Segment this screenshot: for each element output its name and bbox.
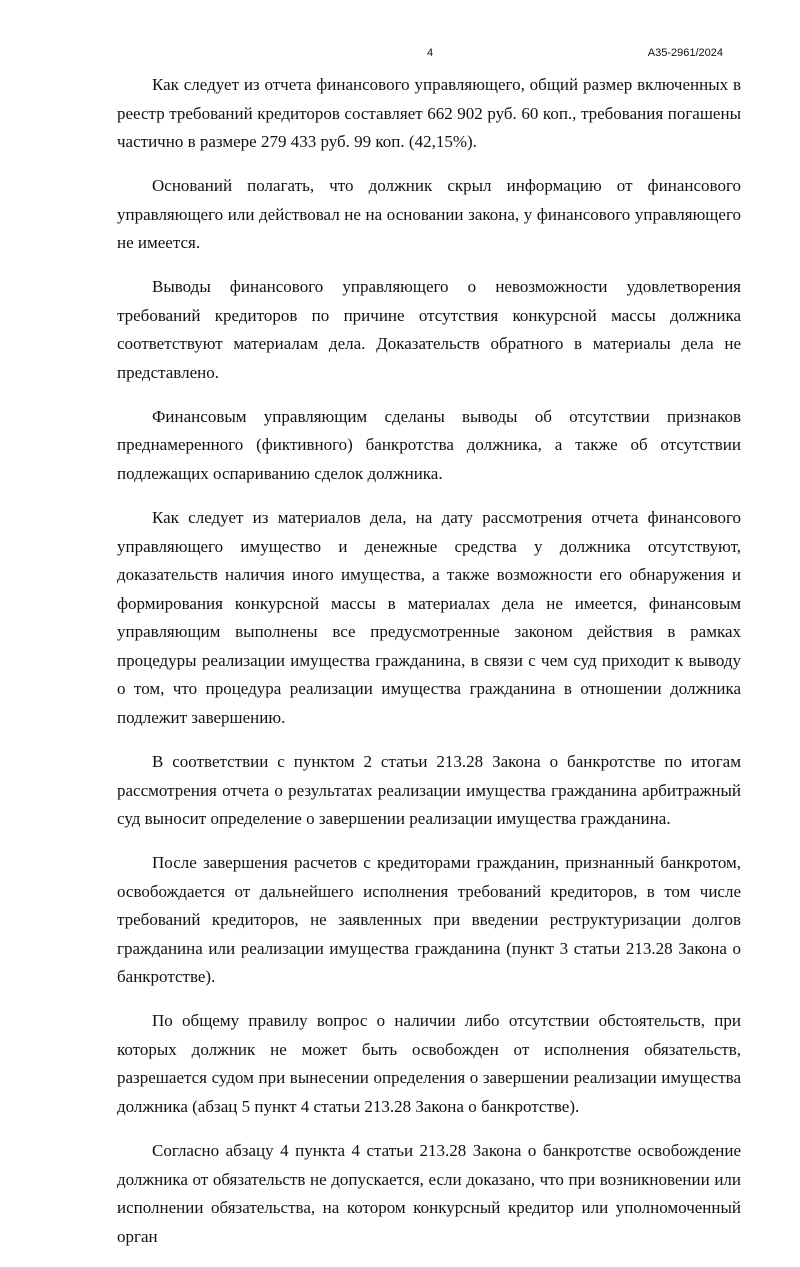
paragraph: После завершения расчетов с кредиторами гражданин, признанный банкротом, освобождается от дальнейшего исполнения требований кредиторов, в том числе требований кредиторов, не заявленных при введении реструктуризации долгов гражданина или реализации имущества гражданина (пункт 3 статьи 213.28 Закона о банкротстве).	[117, 853, 741, 987]
paragraph: Согласно абзацу 4 пункта 4 статьи 213.28 Закона о банкротстве освобождение должника от обязательств не допускается, если доказано, что при возникновении или исполнении обязательства, на котором конкурсный кредитор или уполномоченный орган	[117, 1140, 741, 1246]
paragraph: Как следует из материалов дела, на дату рассмотрения отчета финансового управляющего имущество и денежные средства у должника отсутствуют, доказательств наличия иного имущества, а также возможности его обнаружения и формирования конкурсной массы в материалах дела не имеется, финансовым управляющим выполнены все предусмотренные законом действия в рамках процедуры реализации имущества гражданина, в связи с чем суд приходит к выводу о том, что процедура реализации имущества гражданина в отношении должника подлежит завершению.	[117, 507, 741, 728]
paragraph: Как следует из отчета финансового управляющего, общий размер включенных в реестр требований кредиторов составляет 662 902 руб. 60 коп., требования погашены частично в размере 279 433 руб. 99 коп. (42,15%).	[117, 75, 741, 152]
paragraph: Оснований полагать, что должник скрыл информацию от финансового управляющего или действовал не на основании закона, у финансового управляющего не имеется.	[117, 176, 741, 253]
paragraph: Финансовым управляющим сделаны выводы об отсутствии признаков преднамеренного (фиктивного) банкротства должника, а также об отсутствии подлежащих оспариванию сделок должника.	[117, 406, 741, 484]
document-body	[117, 71, 741, 1267]
page-number: 4	[426, 47, 434, 59]
paragraph: В соответствии с пунктом 2 статьи 213.28 Закона о банкротстве по итогам рассмотрения отчета о результатах реализации имущества гражданина арбитражный суд выносит определение о завершении реализации имущества гражданина.	[117, 751, 741, 829]
case-number: А35-2961/2024	[647, 47, 723, 59]
paragraph: По общему правилу вопрос о наличии либо отсутствии обстоятельств, при которых должник не может быть освобожден от исполнения обязательств, разрешается судом при вынесении определения о завершении реализации имущества должника (абзац 5 пункт 4 статьи 213.28 Закона о банкротстве).	[117, 1011, 741, 1117]
paragraph: Выводы финансового управляющего о невозможности удовлетворения требований кредиторов по причине отсутствия конкурсной массы должника соответствуют материалам дела. Доказательств обратного в материалы дела не представлено.	[117, 277, 741, 382]
